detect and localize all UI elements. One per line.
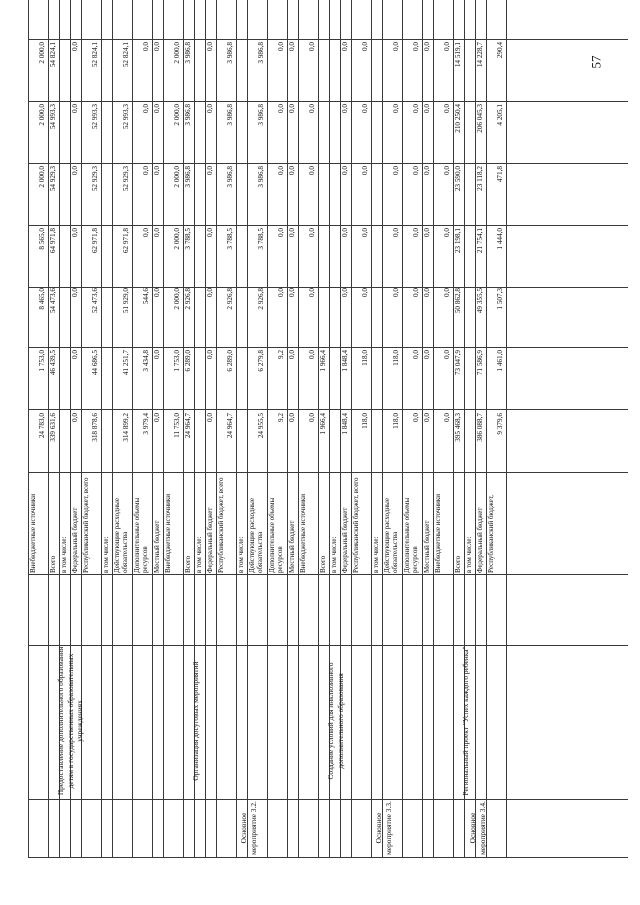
measure-title: Создание условий для инклюзивного дополнительного образования bbox=[326, 662, 345, 780]
column-divider bbox=[28, 409, 628, 410]
row-label: Внебюджетные источники bbox=[29, 493, 37, 573]
value-cell: 0,0 bbox=[71, 228, 79, 237]
value-cell: 0,0 bbox=[423, 166, 431, 175]
value-cell: 2 000,0 bbox=[173, 166, 181, 188]
value-cell: 52 824,1 bbox=[122, 42, 130, 68]
value-cell: 52 929,3 bbox=[91, 166, 99, 192]
value-cell: 2 000,0 bbox=[173, 42, 181, 64]
value-cell: 118,0 bbox=[392, 413, 400, 429]
row-label: Внебюджетные источники bbox=[434, 493, 442, 573]
column-divider bbox=[28, 799, 628, 800]
value-cell: 210 250,4 bbox=[454, 104, 462, 133]
value-cell: 0,0 bbox=[288, 42, 296, 51]
value-cell: 3 788,5 bbox=[226, 228, 234, 250]
value-cell: 0,0 bbox=[308, 104, 316, 113]
row-label: Дополнительные объемы ресурсов bbox=[268, 497, 284, 573]
value-cell: 118,0 bbox=[361, 413, 369, 429]
value-cell: 0,0 bbox=[412, 166, 420, 175]
column-divider bbox=[28, 347, 628, 348]
value-cell: 3 986,8 bbox=[226, 104, 234, 126]
value-cell: 0,0 bbox=[277, 104, 285, 113]
value-cell: 0,0 bbox=[71, 413, 79, 422]
value-cell: 9 379,6 bbox=[496, 413, 504, 435]
value-cell: 3 986,8 bbox=[257, 104, 265, 126]
row-label: в том числе: bbox=[195, 536, 203, 573]
value-cell: 23 118,2 bbox=[476, 166, 484, 191]
value-cell: 0,0 bbox=[288, 166, 296, 175]
value-cell: 23 590,0 bbox=[454, 166, 462, 192]
value-cell: 0,0 bbox=[412, 42, 420, 51]
value-cell: 1 444,0 bbox=[496, 228, 504, 250]
value-cell: 0,0 bbox=[341, 104, 349, 113]
value-cell: 0,0 bbox=[443, 288, 451, 297]
row-divider bbox=[28, 0, 29, 858]
row-label: в том числе: bbox=[372, 536, 380, 573]
row-divider bbox=[402, 0, 403, 858]
value-cell: 314 899,2 bbox=[122, 413, 130, 442]
value-cell: 0,0 bbox=[153, 228, 161, 237]
value-cell: 118,0 bbox=[392, 350, 400, 366]
value-cell: 24 964,7 bbox=[184, 413, 192, 439]
value-cell bbox=[235, 104, 247, 162]
value-cell: 318 878,6 bbox=[91, 413, 99, 442]
value-cell: 0,0 bbox=[308, 228, 316, 237]
value-cell bbox=[370, 288, 382, 346]
value-cell: 0,0 bbox=[423, 413, 431, 422]
value-cell: 6 279,8 bbox=[257, 350, 265, 372]
value-cell: 2 000,0 bbox=[38, 104, 46, 126]
value-cell: 2 000,0 bbox=[38, 166, 46, 188]
row-divider bbox=[216, 0, 217, 858]
row-label: Федеральный бюджет bbox=[71, 507, 79, 573]
value-cell: 1 966,4 bbox=[319, 413, 327, 435]
value-cell: 0,0 bbox=[288, 104, 296, 113]
value-cell: 62 971,8 bbox=[122, 228, 130, 254]
value-cell: 0,0 bbox=[71, 42, 79, 51]
value-cell: 0,0 bbox=[71, 166, 79, 175]
value-cell: 54 929,3 bbox=[49, 166, 57, 192]
value-cell: 544,6 bbox=[142, 288, 150, 305]
row-divider bbox=[247, 0, 248, 858]
value-cell: 52 993,3 bbox=[122, 104, 130, 130]
value-cell: 23 198,1 bbox=[454, 228, 462, 254]
value-cell: 14 228,7 bbox=[476, 42, 484, 68]
value-cell: 3 986,8 bbox=[257, 166, 265, 188]
value-cell: 51 929,0 bbox=[122, 288, 130, 314]
value-cell bbox=[100, 228, 112, 286]
value-cell: 395 468,3 bbox=[454, 413, 462, 442]
value-cell: 0,0 bbox=[341, 166, 349, 175]
value-cell: 0,0 bbox=[423, 104, 431, 113]
value-cell: 0,0 bbox=[361, 228, 369, 237]
measure-title: Региональный проект "Успех каждого ребенка" bbox=[461, 646, 470, 796]
value-cell bbox=[235, 166, 247, 224]
row-label: Республиканский бюджет, bbox=[487, 495, 495, 573]
value-cell: 8 565,0 bbox=[38, 228, 46, 250]
value-cell: 9,2 bbox=[277, 413, 285, 422]
value-cell: 52 929,3 bbox=[122, 166, 130, 192]
value-cell: 0,0 bbox=[423, 42, 431, 51]
value-cell: 0,0 bbox=[443, 413, 451, 422]
row-label: в том числе: bbox=[237, 536, 245, 573]
value-cell: 6 289,0 bbox=[184, 350, 192, 372]
value-cell: 1 848,4 bbox=[341, 350, 349, 372]
value-cell: 0,0 bbox=[308, 413, 316, 422]
value-cell bbox=[100, 288, 112, 346]
value-cell: 0,0 bbox=[153, 350, 161, 359]
value-cell: 0,0 bbox=[392, 166, 400, 175]
measure-title: Предоставление дополнительного образования детям в государственных образовательных учреждениях bbox=[56, 646, 84, 796]
value-cell: 0,0 bbox=[308, 288, 316, 297]
value-cell: 0,0 bbox=[443, 166, 451, 175]
column-divider bbox=[28, 163, 628, 164]
value-cell: 0,0 bbox=[142, 104, 150, 113]
rotated-table bbox=[28, 0, 628, 858]
value-cell: 3 434,8 bbox=[142, 350, 150, 372]
value-cell: 54 993,3 bbox=[49, 104, 57, 130]
measure-label: Основное мероприятие 3.4. bbox=[467, 801, 487, 855]
value-cell bbox=[370, 350, 382, 408]
row-label: Всего bbox=[49, 555, 57, 573]
value-cell: 62 971,8 bbox=[91, 228, 99, 254]
value-cell: 2 000,0 bbox=[38, 42, 46, 64]
value-cell bbox=[100, 42, 112, 100]
value-cell bbox=[370, 228, 382, 286]
row-label: в том числе: bbox=[60, 536, 68, 573]
row-divider bbox=[298, 0, 299, 858]
row-label: Дополнительные объемы ресурсов bbox=[133, 497, 149, 573]
value-cell: 0,0 bbox=[277, 42, 285, 51]
value-cell: 0,0 bbox=[412, 228, 420, 237]
value-cell: 0,0 bbox=[412, 350, 420, 359]
value-cell: 0,0 bbox=[423, 350, 431, 359]
value-cell: 3 986,8 bbox=[184, 104, 192, 126]
value-cell: 1 753,0 bbox=[173, 350, 181, 372]
value-cell bbox=[100, 413, 112, 471]
value-cell: 0,0 bbox=[443, 350, 451, 359]
value-cell: 0,0 bbox=[341, 42, 349, 51]
value-cell: 0,0 bbox=[361, 104, 369, 113]
value-cell: 21 754,1 bbox=[476, 228, 484, 254]
value-cell: 1 966,4 bbox=[319, 350, 327, 372]
value-cell: 24 783,0 bbox=[38, 413, 46, 439]
value-cell: 0,0 bbox=[288, 350, 296, 359]
value-cell: 0,0 bbox=[153, 288, 161, 297]
value-cell: 0,0 bbox=[71, 350, 79, 359]
column-divider bbox=[28, 857, 628, 858]
row-label: Всего bbox=[454, 555, 462, 573]
value-cell: 0,0 bbox=[392, 288, 400, 297]
row-divider bbox=[433, 0, 434, 858]
value-cell: 24 955,5 bbox=[257, 413, 265, 439]
value-cell: 3 986,8 bbox=[184, 166, 192, 188]
value-cell: 50 862,8 bbox=[454, 288, 462, 314]
column-divider bbox=[28, 225, 628, 226]
value-cell: 0,0 bbox=[153, 166, 161, 175]
value-cell: 9,2 bbox=[277, 350, 285, 359]
value-cell: 1 507,3 bbox=[496, 288, 504, 310]
value-cell: 0,0 bbox=[443, 104, 451, 113]
value-cell bbox=[370, 42, 382, 100]
value-cell: 1 461,0 bbox=[496, 350, 504, 372]
value-cell: 0,0 bbox=[206, 288, 214, 297]
row-divider bbox=[506, 0, 507, 858]
value-cell: 0,0 bbox=[142, 166, 150, 175]
value-cell: 2 926,8 bbox=[184, 288, 192, 310]
row-label: Дополнительные объемы ресурсов bbox=[403, 497, 419, 573]
value-cell: 11 753,0 bbox=[173, 413, 181, 438]
value-cell: 1 848,4 bbox=[341, 413, 349, 435]
row-label: в том числе: bbox=[465, 536, 473, 573]
row-label: Действующие расходные обязательства bbox=[248, 498, 264, 573]
value-cell: 0,0 bbox=[412, 288, 420, 297]
value-cell: 0,0 bbox=[277, 228, 285, 237]
value-cell: 46 439,5 bbox=[49, 350, 57, 376]
row-label: Республиканский бюджет, всего bbox=[82, 477, 90, 573]
row-label: в том числе: bbox=[330, 536, 338, 573]
value-cell: 3 986,8 bbox=[184, 42, 192, 64]
value-cell: 24 964,7 bbox=[226, 413, 234, 439]
value-cell: 0,0 bbox=[341, 288, 349, 297]
value-cell: 0,0 bbox=[206, 166, 214, 175]
value-cell bbox=[235, 288, 247, 346]
value-cell: 3 986,8 bbox=[226, 42, 234, 64]
value-cell: 6 289,0 bbox=[226, 350, 234, 372]
row-label: Внебюджетные источники bbox=[164, 493, 172, 573]
value-cell: 471,8 bbox=[496, 166, 504, 183]
value-cell: 64 971,8 bbox=[49, 228, 57, 254]
measure-label: Основное мероприятие 3.2. bbox=[238, 801, 258, 855]
row-label: Федеральный бюджет bbox=[341, 507, 349, 573]
value-cell: 49 355,5 bbox=[476, 288, 484, 314]
value-cell: 118,0 bbox=[361, 350, 369, 366]
measure-label: Основное мероприятие 3.3. bbox=[373, 801, 393, 855]
row-divider bbox=[267, 0, 268, 858]
value-cell: 44 686,5 bbox=[91, 350, 99, 376]
value-cell: 2 926,8 bbox=[257, 288, 265, 310]
value-cell: 0,0 bbox=[392, 228, 400, 237]
value-cell bbox=[100, 166, 112, 224]
value-cell: 0,0 bbox=[153, 42, 161, 51]
value-cell: 0,0 bbox=[206, 413, 214, 422]
value-cell: 0,0 bbox=[392, 42, 400, 51]
value-cell: 0,0 bbox=[288, 288, 296, 297]
value-cell: 3 788,5 bbox=[257, 228, 265, 250]
value-cell: 0,0 bbox=[308, 350, 316, 359]
row-label: в том числе: bbox=[102, 536, 110, 573]
row-label: Федеральный бюджет bbox=[476, 507, 484, 573]
row-label: Федеральный бюджет bbox=[206, 507, 214, 573]
value-cell: 52 473,6 bbox=[91, 288, 99, 314]
value-cell: 0,0 bbox=[361, 288, 369, 297]
value-cell: 41 251,7 bbox=[122, 350, 130, 376]
value-cell bbox=[370, 104, 382, 162]
row-divider bbox=[486, 0, 487, 858]
column-divider bbox=[28, 39, 628, 40]
value-cell: 14 519,1 bbox=[454, 42, 462, 68]
value-cell: 3 979,4 bbox=[142, 413, 150, 435]
value-cell: 0,0 bbox=[206, 104, 214, 113]
row-label: Внебюджетные источники bbox=[299, 493, 307, 573]
value-cell: 0,0 bbox=[153, 104, 161, 113]
value-cell: 2 000,0 bbox=[173, 228, 181, 250]
value-cell: 3 986,8 bbox=[257, 42, 265, 64]
row-divider bbox=[163, 0, 164, 858]
value-cell: 73 047,9 bbox=[454, 350, 462, 376]
value-cell: 71 586,9 bbox=[476, 350, 484, 376]
column-divider bbox=[28, 101, 628, 102]
value-cell: 0,0 bbox=[277, 166, 285, 175]
row-label: Всего bbox=[184, 555, 192, 573]
page-number: 57 bbox=[588, 55, 604, 69]
value-cell: 2 000,0 bbox=[173, 104, 181, 126]
value-cell: 386 088,7 bbox=[476, 413, 484, 442]
value-cell: 0,0 bbox=[443, 42, 451, 51]
value-cell bbox=[100, 104, 112, 162]
row-divider bbox=[112, 0, 113, 858]
value-cell: 54 824,1 bbox=[49, 42, 57, 68]
value-cell: 0,0 bbox=[423, 288, 431, 297]
row-label: Республиканский бюджет, всего bbox=[217, 477, 225, 573]
value-cell bbox=[370, 166, 382, 224]
value-cell: 1 753,0 bbox=[38, 350, 46, 372]
value-cell bbox=[235, 350, 247, 408]
value-cell: 0,0 bbox=[392, 104, 400, 113]
value-cell: 290,4 bbox=[496, 42, 504, 59]
value-cell: 0,0 bbox=[341, 228, 349, 237]
value-cell: 0,0 bbox=[288, 413, 296, 422]
value-cell: 0,0 bbox=[71, 104, 79, 113]
value-cell: 0,0 bbox=[288, 228, 296, 237]
value-cell: 8 465,0 bbox=[38, 288, 46, 310]
column-divider bbox=[28, 574, 628, 575]
row-divider bbox=[382, 0, 383, 858]
value-cell bbox=[235, 42, 247, 100]
value-cell: 0,0 bbox=[443, 228, 451, 237]
value-cell: 0,0 bbox=[206, 350, 214, 359]
row-label: Местный бюджет bbox=[423, 520, 431, 573]
value-cell: 339 631,6 bbox=[49, 413, 57, 442]
value-cell: 0,0 bbox=[423, 228, 431, 237]
row-divider bbox=[132, 0, 133, 858]
value-cell: 3 986,8 bbox=[226, 166, 234, 188]
value-cell bbox=[100, 350, 112, 408]
value-cell: 2 000,0 bbox=[173, 288, 181, 310]
value-cell: 206 045,3 bbox=[476, 104, 484, 133]
value-cell: 3 788,5 bbox=[184, 228, 192, 250]
value-cell: 0,0 bbox=[206, 42, 214, 51]
value-cell: 52 993,3 bbox=[91, 104, 99, 130]
value-cell bbox=[235, 228, 247, 286]
value-cell: 0,0 bbox=[361, 166, 369, 175]
value-cell bbox=[235, 413, 247, 471]
row-label: Всего bbox=[319, 555, 327, 573]
value-cell: 0,0 bbox=[153, 413, 161, 422]
value-cell: 2 926,8 bbox=[226, 288, 234, 310]
value-cell: 0,0 bbox=[308, 166, 316, 175]
row-label: Местный бюджет bbox=[288, 520, 296, 573]
value-cell: 0,0 bbox=[308, 42, 316, 51]
row-label: Действующие расходные обязательства bbox=[113, 498, 129, 573]
row-label: Местный бюджет bbox=[153, 520, 161, 573]
row-divider bbox=[351, 0, 352, 858]
value-cell bbox=[370, 413, 382, 471]
row-label: Республиканский бюджет, всего bbox=[352, 477, 360, 573]
value-cell: 0,0 bbox=[361, 42, 369, 51]
value-cell: 4 205,1 bbox=[496, 104, 504, 126]
value-cell: 54 473,6 bbox=[49, 288, 57, 314]
measure-title: Организация досуговых мероприятий bbox=[191, 661, 200, 781]
value-cell: 0,0 bbox=[412, 413, 420, 422]
value-cell: 0,0 bbox=[142, 228, 150, 237]
value-cell: 0,0 bbox=[206, 228, 214, 237]
value-cell: 0,0 bbox=[71, 288, 79, 297]
value-cell: 0,0 bbox=[412, 104, 420, 113]
value-cell: 0,0 bbox=[142, 42, 150, 51]
row-label: Действующие расходные обязательства bbox=[383, 498, 399, 573]
value-cell: 52 824,1 bbox=[91, 42, 99, 68]
value-cell: 0,0 bbox=[277, 288, 285, 297]
